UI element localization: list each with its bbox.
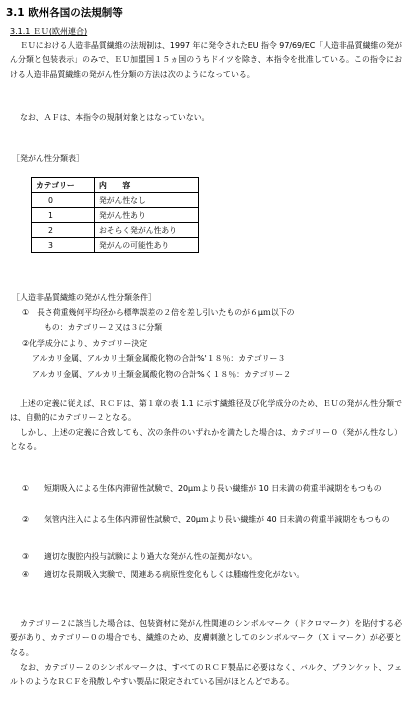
list-text: 短期吸入による生体内滞留性試験で、20μｍより長い繊維が 10 日未満の荷重半減期をもつもの (44, 484, 382, 493)
intro-paragraph: ＥＵにおける人造非晶質繊維の法規制は、1997 年に発令されたEU 指令 97/69/EC「人造非晶質繊維の発がん分類と包装表示」のみで、ＥＵ加盟国１５ヵ国のうちドイツを除き、本指令を批准している。この指令における人造非晶質繊維の発がん性分類の方法は次のようになっている。 (10, 41, 402, 79)
table-cell-content: おそらく発がん性あり (95, 223, 199, 238)
paragraph-5: なお、カテゴリー２のシンボルマークは、すべてのＲＣＦ製品に必要はなく、バルク、ブランケット、フェルトのようなＲＣＦを飛散しやすい製品に限定されている国がほとんどである。 (10, 663, 402, 687)
list-number: ② (22, 515, 30, 524)
condition-2a: アルカリ金属、アルカリ土類金属酸化物の合計%'１８％：カテゴリー３ (32, 354, 286, 363)
list-text: 適切な腹腔内投与試験により過大な発がん性の証拠がない。 (44, 552, 258, 561)
subsection-title: 3.1.1 ＥＵ(欧州連合) (10, 27, 88, 36)
table-cell-content: 発がんの可能性あり (95, 238, 199, 253)
paragraph-4: カテゴリー２に該当した場合は、包装資材に発がん性関連のシンボルマーク（ドクロマーク）を貼付する必要があり、カテゴリー０の場合でも、繊維のため、皮膚刺激としてのシンボルマーク（Ｘｉマーク）が必要となる。 (10, 619, 402, 657)
list-item (22, 550, 392, 568)
list-text: 気管内注入による生体内滞留性試験で、20μｍより長い繊維が 40 日未満の荷重半減期をもつもの (44, 515, 390, 524)
table-header-row (32, 178, 199, 193)
table-row (32, 208, 199, 223)
table-header-category: カテゴリー (32, 178, 95, 193)
table-heading: ［発がん性分類表］ (12, 154, 84, 163)
paragraph-3: しかし、上述の定義に合致しても、次の条件のいずれかを満たした場合は、カテゴリー０（発がん性なし）となる。 (10, 428, 402, 452)
list-number: ④ (22, 570, 30, 579)
section-title: 3.1 欧州各国の法規制等 (6, 7, 123, 19)
table-cell-content: 発がん性あり (95, 208, 199, 223)
table-cell-category: 2 (32, 223, 95, 238)
table-cell-category: 3 (32, 238, 95, 253)
table-cell-category: 1 (32, 208, 95, 223)
list-number: ③ (22, 552, 30, 561)
table-cell-content: 発がん性なし (95, 193, 199, 208)
table-row (32, 223, 199, 238)
condition-2b: アルカリ金属、アルカリ土類金属酸化物の合計%く１８％：カテゴリー２ (32, 370, 292, 379)
condition-1-result: もの：カテゴリー２又は３に分類 (44, 323, 163, 332)
list-item (22, 482, 392, 513)
conditions-heading: ［人造非晶質繊維の発がん性分類条件］ (12, 293, 156, 302)
paragraph-2: 上述の定義に従えば、ＲＣＦは、第１章の表 1.1 に示す繊維径及び化学成分のため、ＥＵの発がん性分類では、自動的にカテゴリー２となる。 (10, 399, 402, 423)
list-item (22, 568, 392, 586)
classification-table (31, 177, 199, 253)
table-row (32, 193, 199, 208)
condition-2: ②化学成分により、カテゴリー決定 (22, 339, 148, 348)
table-header-content: 内 容 (95, 178, 199, 193)
condition-1: ① 長さ荷重幾何平均径から標準誤差の２倍を差し引いたものが６μｍ以下の (22, 308, 295, 317)
list-text: 適切な長期吸入実験で、関連ある病原性変化もしくは腫瘍性変化がない。 (44, 570, 305, 579)
table-cell-category: 0 (32, 193, 95, 208)
table-row (32, 238, 199, 253)
exceptions-list (22, 482, 392, 586)
list-number: ① (22, 484, 30, 493)
intro-paragraph-2: なお、ＡＦは、本指令の規制対象とはなっていない。 (20, 113, 210, 122)
list-item (22, 513, 392, 550)
